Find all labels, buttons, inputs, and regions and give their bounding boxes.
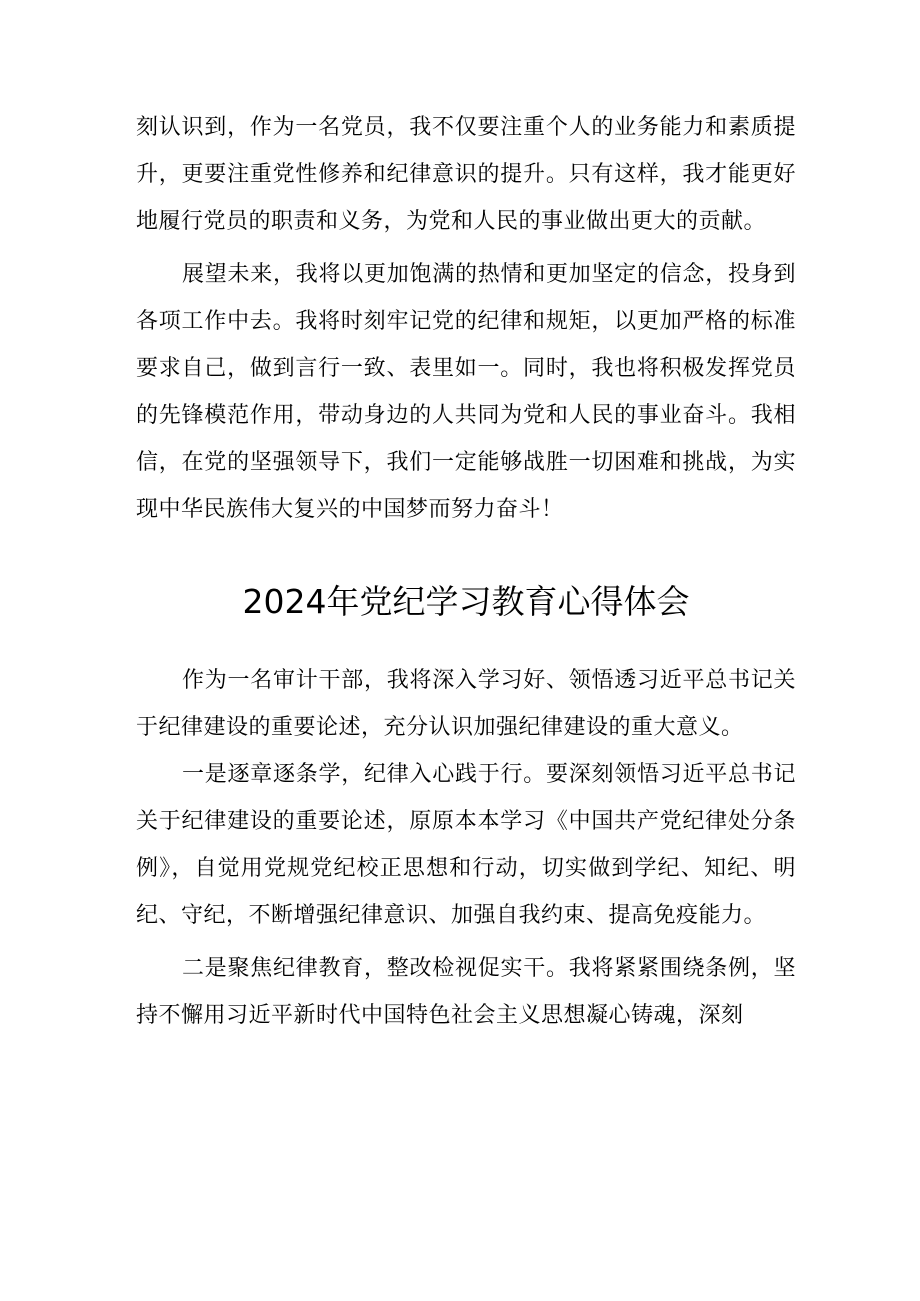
paragraph-intro: 作为一名审计干部，我将深入学习好、领悟透习近平总书记关于纪律建设的重要论述，充分认识加强纪律建设的重大意义。 — [136, 668, 796, 740]
paragraph-outlook: 展望未来，我将以更加饱满的热情和更加坚定的信念，投身到各项工作中去。我将时刻牢记党的纪律和规矩，以更加严格的标准要求自己，做到言行一致、表里如一。同时，我也将积极发挥党员的先锋模范作用，带动身边的人共同为党和人民的事业奋斗。我相信，在党的坚强领导下，我们一定能够战胜一切困难和挑战，为实现中华民族伟大复兴的中国梦而努力奋斗！ — [136, 262, 796, 522]
paragraph-point-two: 二是聚焦纪律教育，整改检视促实干。我将紧紧围绕条例，坚持不懈用习近平新时代中国特色社会主义思想凝心铸魂，深刻 — [136, 956, 796, 1028]
paragraph-point-one: 一是逐章逐条学，纪律入心践于行。要深刻领悟习近平总书记关于纪律建设的重要论述，原原本本学习《中国共产党纪律处分条例》，自觉用党规党纪校正思想和行动，切实做到学纪、知纪、明纪、守纪，不断增强纪律意识、加强自我约束、提高免疫能力。 — [136, 762, 796, 928]
document-title: 2024年党纪学习教育心得体会 — [242, 582, 690, 621]
paragraph-continuation: 刻认识到，作为一名党员，我不仅要注重个人的业务能力和素质提升，更要注重党性修养和纪律意识的提升。只有这样，我才能更好地履行党员的职责和义务，为党和人民的事业做出更大的贡献。 — [136, 115, 796, 234]
document-page — [136, 104, 796, 1039]
title-wrapper — [136, 577, 796, 627]
